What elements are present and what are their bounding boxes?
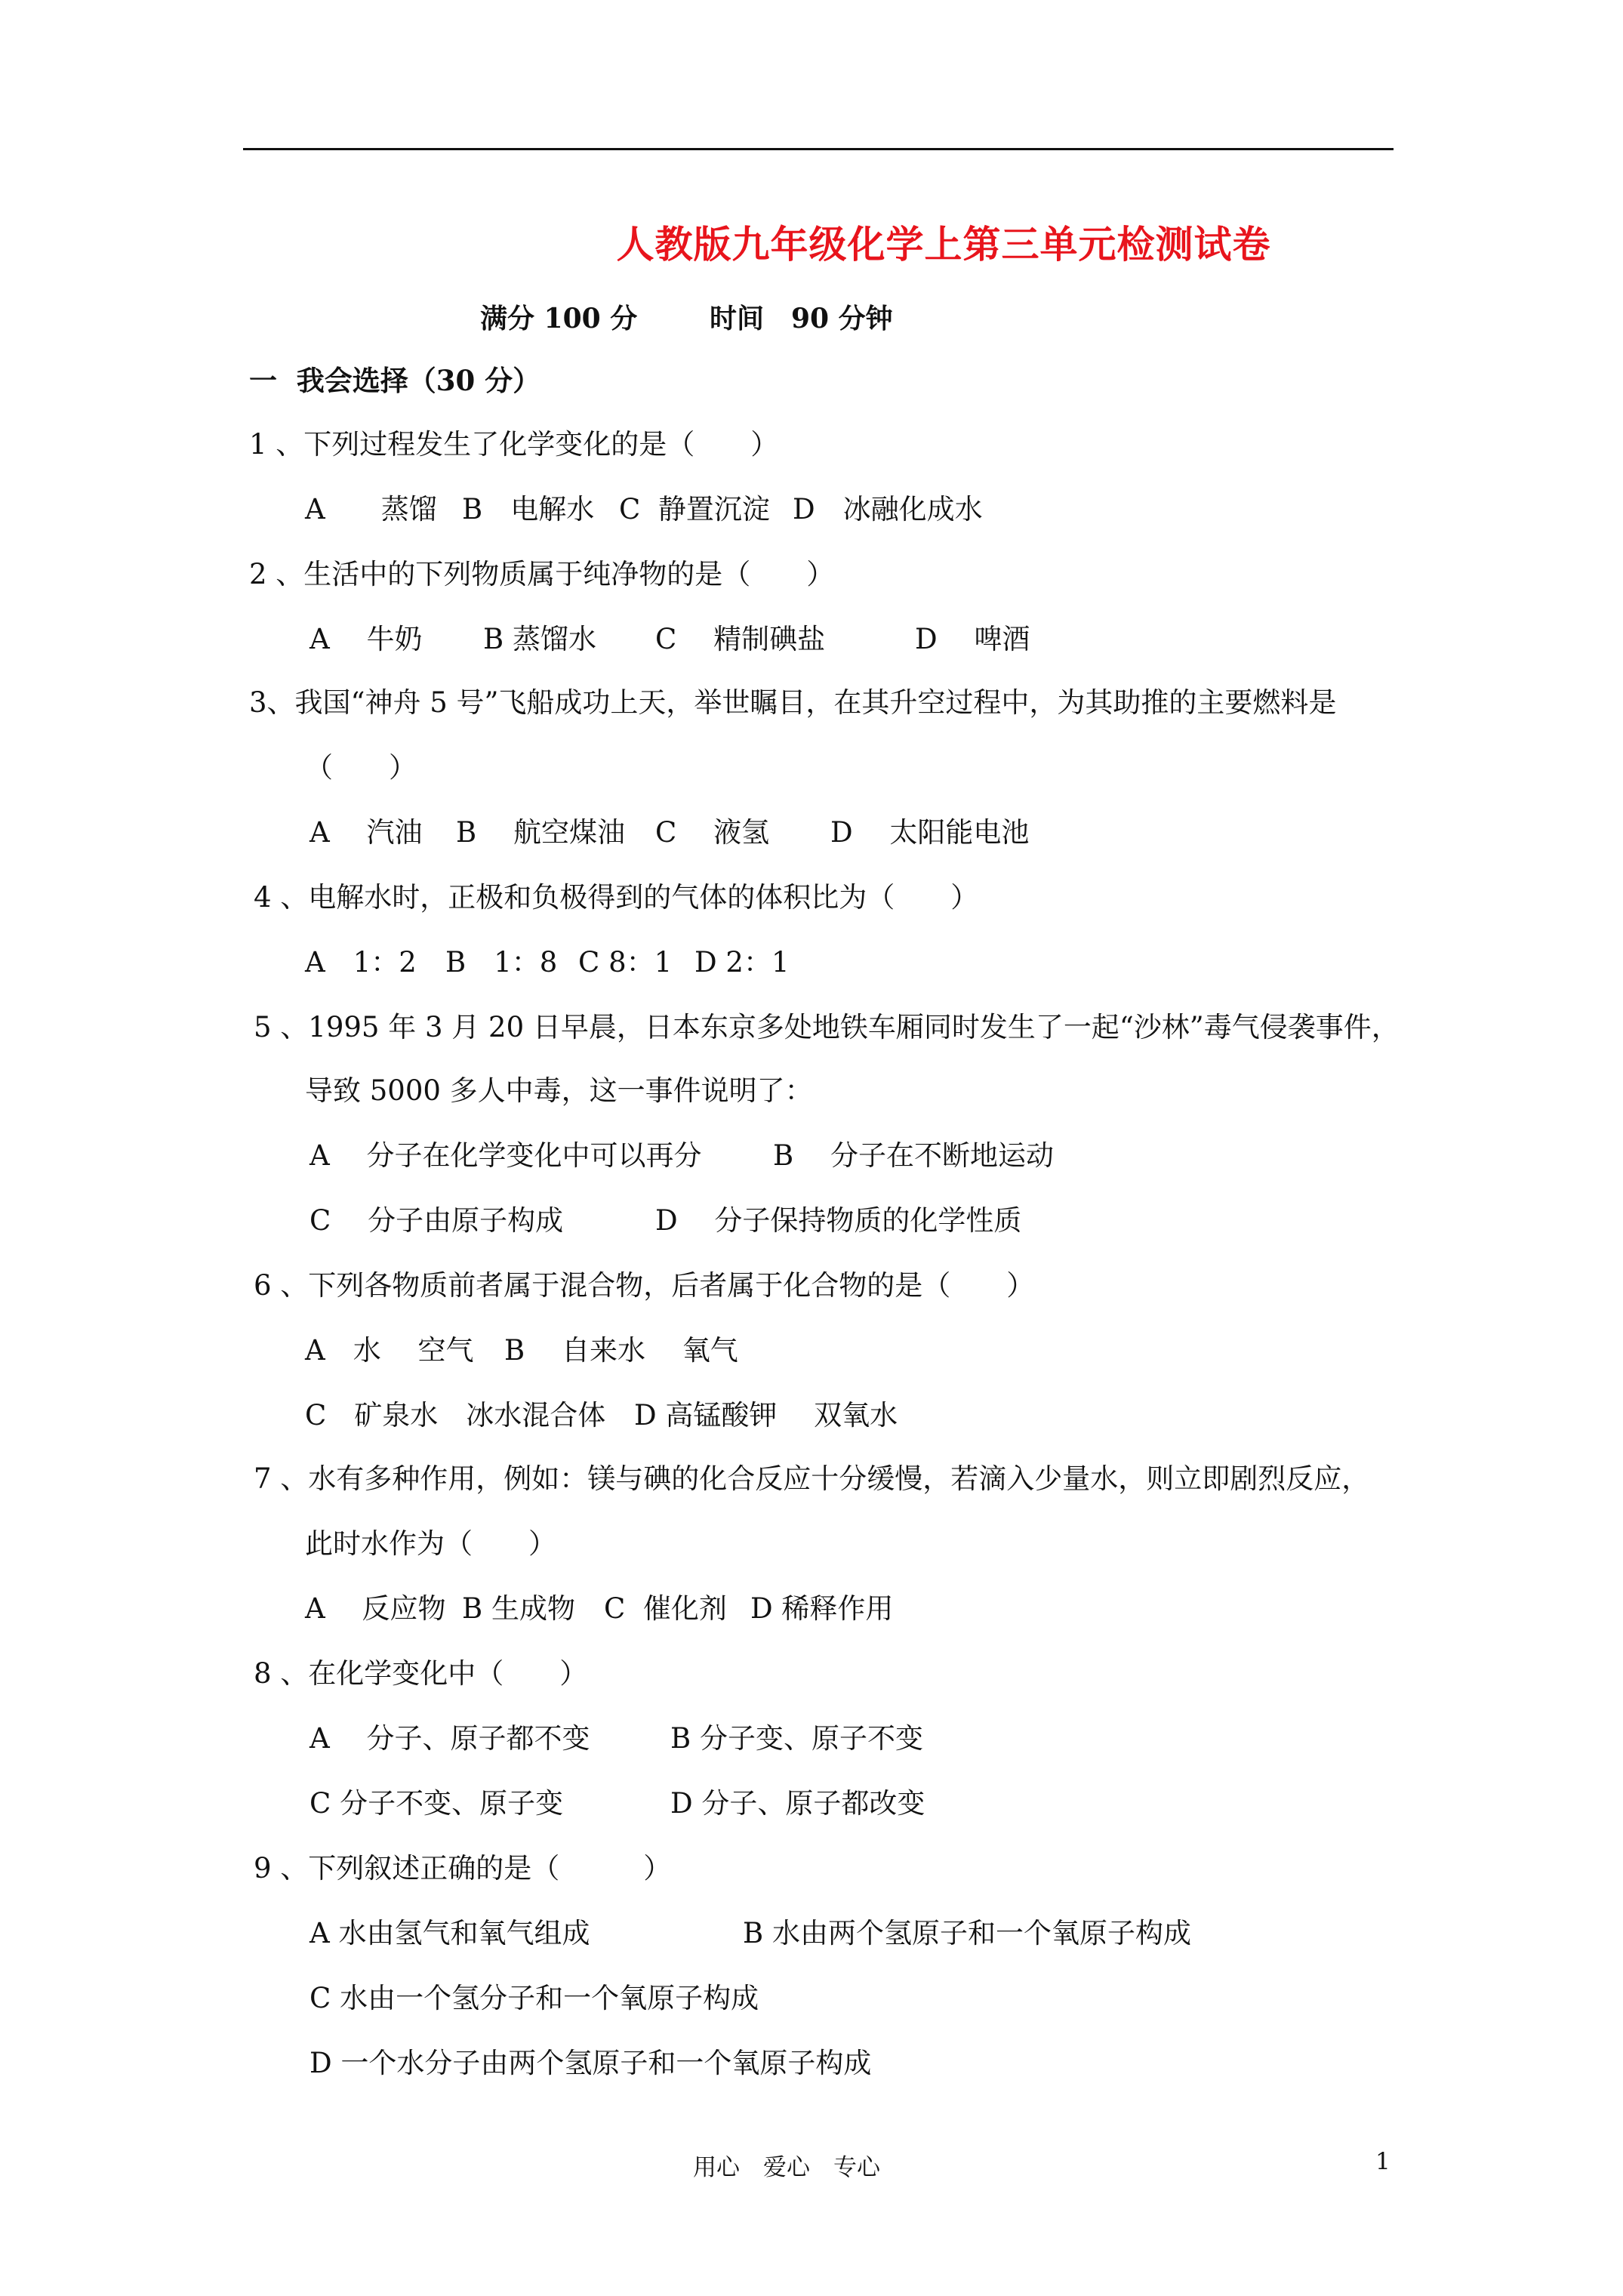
option: B 水由两个氢原子和一个氧原子构成: [743, 1917, 1191, 1949]
full-score: 满分 100 分: [480, 303, 638, 334]
question-stem-continued: 导致 5000 多人中毒，这一事件说明了：: [305, 1074, 813, 1107]
option: B 航空煤油: [456, 816, 625, 849]
question-stem: 7 、水有多种作用，例如：镁与碘的化合反应十分缓慢，若滴入少量水，则立即剧烈反应，: [254, 1462, 1370, 1495]
header-rule: [243, 148, 1394, 150]
question-stem: 3、我国“神舟 5 号”飞船成功上天，举世瞩目，在其升空过程中，为其助推的主要燃料是: [249, 686, 1337, 719]
option: A 牛奶: [310, 623, 423, 655]
question-stem: 2 、生活中的下列物质属于纯净物的是（ ）: [249, 558, 835, 590]
option: B 自来水 氧气: [504, 1334, 738, 1367]
exam-time: 时间 90 分钟: [710, 303, 893, 334]
option: B 分子在不断地运动: [773, 1139, 1054, 1172]
question-stem: 5 、1995 年 3 月 20 日早晨，日本东京多处地铁车厢同时发生了一起“沙林”毒气侵袭事件，: [254, 1011, 1400, 1043]
question-stem: 6 、下列各物质前者属于混合物，后者属于化合物的是（ ）: [254, 1269, 1035, 1302]
option: C 静置沉淀: [619, 493, 770, 525]
question-stem: 8 、在化学变化中（ ）: [254, 1657, 588, 1690]
option: D 稀释作用: [750, 1592, 894, 1625]
option: B 生成物: [462, 1592, 575, 1625]
option: C 液氢: [655, 816, 770, 849]
question-stem: 1 、下列过程发生了化学变化的是（ ）: [249, 428, 779, 461]
option: D 分子保持物质的化学性质: [655, 1204, 1022, 1237]
option: C 催化剂: [604, 1592, 727, 1625]
option: D 高锰酸钾 双氧水: [634, 1399, 898, 1432]
option: A 水 空气: [305, 1334, 474, 1367]
option: A 分子、原子都不变: [310, 1722, 590, 1755]
option: C 水由一个氢分子和一个氧原子构成: [310, 1982, 759, 2014]
page-title: 人教版九年级化学上第三单元检测试卷: [616, 222, 1271, 267]
option: A 水由氢气和氧气组成: [310, 1917, 590, 1949]
option: C 精制碘盐: [655, 623, 826, 655]
option: B 1：8: [445, 946, 558, 978]
question-stem: 4 、电解水时，正极和负极得到的气体的体积比为（ ）: [254, 881, 979, 914]
option: C 矿泉水 冰水混合体: [305, 1399, 606, 1432]
section-heading: 一 我会选择（30 分）: [249, 364, 541, 397]
option: A 1：2: [305, 946, 417, 978]
option: D 冰融化成水: [793, 493, 983, 525]
option: C 分子不变、原子变: [310, 1787, 564, 1820]
option: A 分子在化学变化中可以再分: [310, 1139, 702, 1172]
option: A 反应物: [305, 1592, 446, 1625]
option: C 分子由原子构成: [310, 1204, 564, 1237]
option: D 分子、原子都改变: [670, 1787, 925, 1820]
option: B 蒸馏水: [483, 623, 596, 655]
option: D 啤酒: [915, 623, 1030, 655]
option: D 2：1: [694, 946, 790, 978]
question-stem-continued: 此时水作为（ ）: [305, 1527, 556, 1560]
footer-motto: 用心 爱心 专心: [693, 2154, 880, 2181]
option: D 太阳能电池: [830, 816, 1030, 849]
option: A 汽油: [310, 816, 423, 849]
option: B 电解水: [462, 493, 595, 525]
page-number: 1: [1375, 2148, 1390, 2175]
option: D 一个水分子由两个氢原子和一个氧原子构成: [310, 2047, 872, 2079]
option: B 分子变、原子不变: [670, 1722, 923, 1755]
question-stem-continued: （ ）: [305, 751, 417, 784]
question-stem: 9 、下列叙述正确的是（ ）: [254, 1852, 672, 1885]
option: A 蒸馏: [305, 493, 437, 525]
option: C 8：1: [578, 946, 673, 978]
